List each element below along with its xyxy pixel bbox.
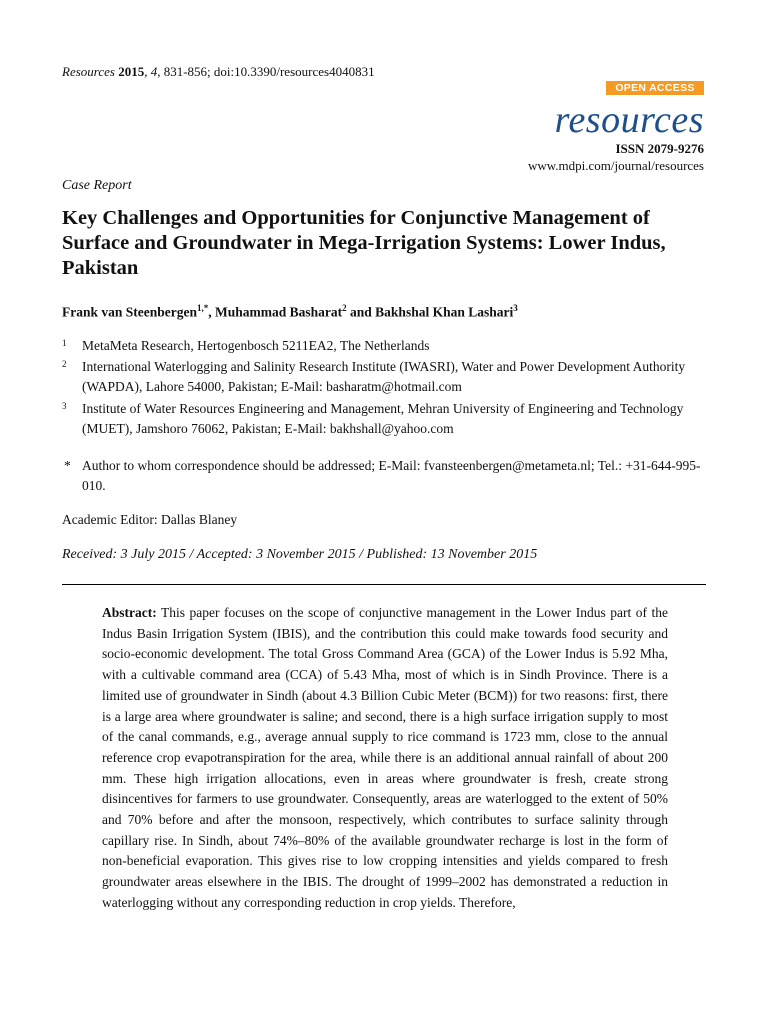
affiliation <box>62 357 712 397</box>
publication-dates: Received: 3 July 2015 / Accepted: 3 November 2015 / Published: 13 November 2015 <box>62 547 538 562</box>
journal-citation: Resources 2015, 4, 831-856; doi:10.3390/resources4040831 <box>62 64 375 79</box>
journal-volume: 4 <box>150 64 158 79</box>
journal-logo: resources <box>554 99 704 141</box>
issn: ISSN 2079-9276 <box>615 141 704 156</box>
affiliation-mark: 3 <box>62 401 67 411</box>
correspondence-mark: * <box>64 458 71 473</box>
affiliation-mark: 1 <box>62 338 67 348</box>
correspondence-note <box>62 456 712 496</box>
article-type: Case Report <box>62 178 132 193</box>
academic-editor: Academic Editor: Dallas Blaney <box>62 512 238 527</box>
pages-doi: , 831-856; doi:10.3390/resources4040831 <box>157 64 375 79</box>
journal-url[interactable]: www.mdpi.com/journal/resources <box>527 158 704 173</box>
author-name: Muhammad Basharat <box>215 304 343 320</box>
author-name: Bakhshal Khan Lashari <box>375 304 514 320</box>
open-access-badge: OPEN ACCESS <box>606 81 704 95</box>
author-list: Frank van Steenbergen$^{1,*}$, Muhammad Basharat$^2$ and Bakhshal Khan Lashari$^3$ <box>62 303 518 320</box>
author-affiliation-mark: 3 <box>513 303 518 313</box>
corresponding-author-mark: * <box>203 303 209 313</box>
author-name: Frank van Steenbergen <box>62 304 197 320</box>
affiliation-text: Institute of Water Resources Engineering and Management, Mehran University of Engineering and Technology (MUET), Jamshoro 76062, Pakistan; E-Mail: bakhshall@yahoo.com <box>82 401 684 436</box>
correspondence-text: Author to whom correspondence should be addressed; E-Mail: fvansteenbergen@metameta.nl; Tel.: +31-644-995-010. <box>82 458 701 493</box>
abstract <box>102 603 668 914</box>
abstract-text: This paper focuses on the scope of conjunctive management in the Lower Indus part of the Indus Basin Irrigation System (IBIS), and the contribution this could make towards food security and socio-economic development. The total Gross Command Area (GCA) of the Lower Indus is 5.92 Mha, with a cultivable command area (CCA) of 5.43 Mha, most of which is in Sindh Province. There is a limited use of groundwater in Sindh (about 4.3 Billion Cubic Meter (BCM)) for two reasons: first, there is a large area where groundwater is saline; and second, there is a high surface irrigation supply to most of the canal commands, e.g., average annual supply to rice command is 1723 mm, close to the annual reference crop evapotranspiration for the area, while there is an additional annual rainfall of about 200 mm. These high irrigation allocations, even in areas where groundwater is fresh, create strong disincentives for farmers to use groundwater. Consequently, areas are waterlogged to the extent of 50% and 70% before and after the monsoon, respectively, which contributes to surface salinity through capillary rise. In Sindh, about 74%–80% of the available groundwater recharge is lost in the form of non-beneficial evaporation. This gives rise to low cropping intensities and yields compared to fresh groundwater areas elsewhere in the IBIS. The drought of 1999–2002 has demonstrated a reduction in waterlogging without any corresponding reduction in crop yields. Therefore, <box>102 605 669 910</box>
affiliation-text: MetaMeta Research, Hertogenbosch 5211EA2, The Netherlands <box>82 338 430 353</box>
journal-name: Resources <box>62 64 115 79</box>
affiliation-mark: 2 <box>62 359 67 369</box>
author-affiliation-mark: 2 <box>342 303 347 313</box>
section-divider <box>62 584 706 585</box>
journal-year: 2015 <box>118 64 145 79</box>
affiliation <box>62 336 712 356</box>
affiliation-text: International Waterlogging and Salinity Research Institute (IWASRI), Water and Power Development Authority (WAPDA), Lahore 54000, Pakistan; E-Mail: basharatm@hotmail.com <box>82 359 686 394</box>
article-title: Key Challenges and Opportunities for Conjunctive Management of Surface and Groundwater in Mega-Irrigation Systems: Lower Indus, Pakistan <box>62 207 666 279</box>
affiliation <box>62 399 712 439</box>
abstract-label: Abstract: <box>102 605 157 620</box>
author-affiliation-mark: 1, <box>197 303 204 313</box>
